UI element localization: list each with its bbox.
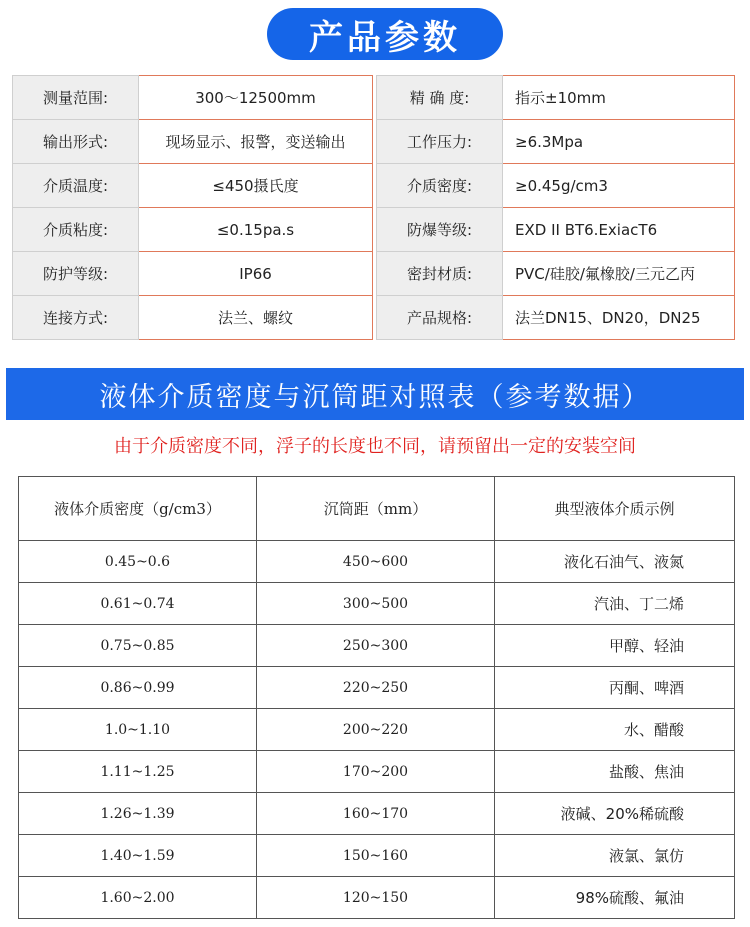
density-table [18, 476, 735, 919]
title-area [0, 0, 750, 72]
example-cell: 甲醇、轻油 [495, 625, 735, 667]
spec-value: IP66 [139, 252, 373, 296]
spec-label: 介质密度: [377, 164, 503, 208]
example-cell: 液碱、20%稀硫酸 [495, 793, 735, 835]
column-header: 沉筒距（mm） [257, 477, 495, 541]
table-row [19, 793, 735, 835]
density-cell: 0.45~0.6 [19, 541, 257, 583]
spec-label: 工作压力: [377, 120, 503, 164]
column-header: 液体介质密度（g/cm3） [19, 477, 257, 541]
table-header-row [19, 477, 735, 541]
example-cell: 丙酮、啤酒 [495, 667, 735, 709]
table-row [19, 751, 735, 793]
table-row [19, 667, 735, 709]
spec-label: 介质粘度: [13, 208, 139, 252]
density-cell: 1.0~1.10 [19, 709, 257, 751]
spec-row [13, 296, 735, 340]
spec-label: 连接方式: [13, 296, 139, 340]
density-cell: 1.60~2.00 [19, 877, 257, 919]
spec-label: 防爆等级: [377, 208, 503, 252]
spec-value: EXD II BT6.ExiacT6 [503, 208, 735, 252]
distance-cell: 250~300 [257, 625, 495, 667]
spec-value: ≥0.45g/cm3 [503, 164, 735, 208]
spec-value: ≤450摄氏度 [139, 164, 373, 208]
spec-value: 法兰DN15、DN20，DN25 [503, 296, 735, 340]
density-cell: 1.26~1.39 [19, 793, 257, 835]
spec-value: 法兰、螺纹 [139, 296, 373, 340]
distance-cell: 450~600 [257, 541, 495, 583]
distance-cell: 300~500 [257, 583, 495, 625]
density-cell: 1.40~1.59 [19, 835, 257, 877]
spec-label: 输出形式: [13, 120, 139, 164]
spec-value: PVC/硅胶/氟橡胶/三元乙丙 [503, 252, 735, 296]
page-title: 产品参数 [267, 8, 503, 60]
spec-label: 测量范围: [13, 76, 139, 120]
example-cell: 水、醋酸 [495, 709, 735, 751]
spec-row [13, 208, 735, 252]
spec-label: 精 确 度: [377, 76, 503, 120]
install-note: 由于介质密度不同，浮子的长度也不同，请预留出一定的安装空间 [114, 436, 636, 457]
section-banner: 液体介质密度与沉筒距对照表（参考数据） [6, 368, 744, 420]
spec-row [13, 76, 735, 120]
spec-row [13, 252, 735, 296]
table-row [19, 709, 735, 751]
density-cell: 1.11~1.25 [19, 751, 257, 793]
spec-row [13, 120, 735, 164]
distance-cell: 120~150 [257, 877, 495, 919]
column-header: 典型液体介质示例 [495, 477, 735, 541]
spec-value: 300～12500mm [139, 76, 373, 120]
spec-label: 防护等级: [13, 252, 139, 296]
spec-label: 密封材质: [377, 252, 503, 296]
distance-cell: 220~250 [257, 667, 495, 709]
spec-table [12, 75, 735, 340]
table-row [19, 835, 735, 877]
density-cell: 0.86~0.99 [19, 667, 257, 709]
example-cell: 98%硫酸、氟油 [495, 877, 735, 919]
spec-label: 产品规格: [377, 296, 503, 340]
example-cell: 汽油、丁二烯 [495, 583, 735, 625]
table-row [19, 625, 735, 667]
spec-value: ≤0.15pa.s [139, 208, 373, 252]
distance-cell: 150~160 [257, 835, 495, 877]
spec-value: 指示±10mm [503, 76, 735, 120]
spec-label: 介质温度: [13, 164, 139, 208]
table-row [19, 877, 735, 919]
distance-cell: 160~170 [257, 793, 495, 835]
spec-row [13, 164, 735, 208]
example-cell: 液氯、氯仿 [495, 835, 735, 877]
spec-value: ≥6.3Mpa [503, 120, 735, 164]
table-row [19, 541, 735, 583]
distance-cell: 200~220 [257, 709, 495, 751]
density-cell: 0.61~0.74 [19, 583, 257, 625]
distance-cell: 170~200 [257, 751, 495, 793]
table-row [19, 583, 735, 625]
example-cell: 盐酸、焦油 [495, 751, 735, 793]
density-cell: 0.75~0.85 [19, 625, 257, 667]
example-cell: 液化石油气、液氮 [495, 541, 735, 583]
spec-value: 现场显示、报警，变送输出 [139, 120, 373, 164]
